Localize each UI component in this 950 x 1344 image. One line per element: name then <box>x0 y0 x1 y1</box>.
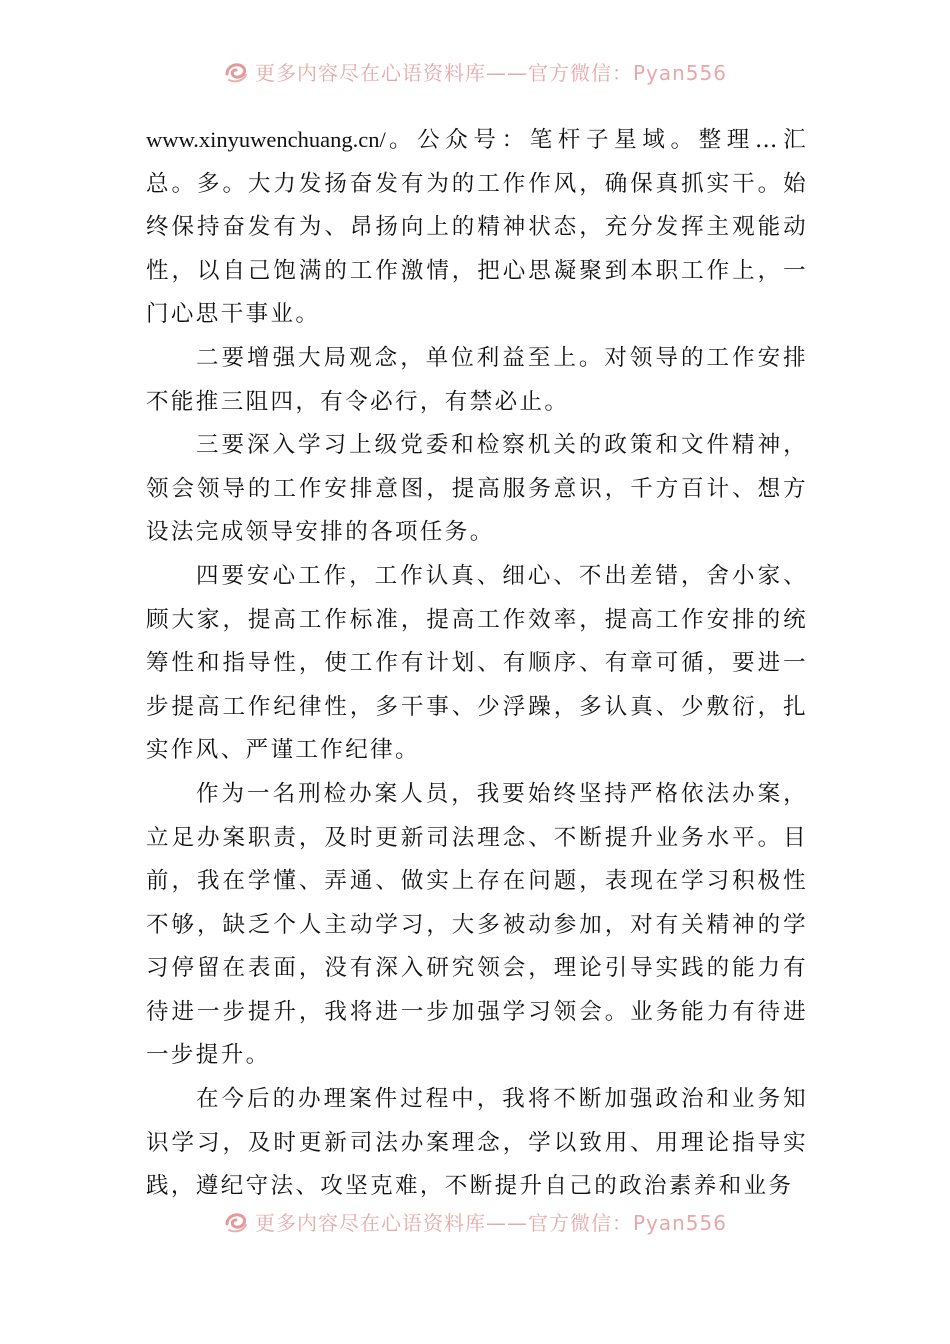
website-url: www.xinyuwenchuang.cn/ <box>146 127 386 152</box>
watermark-header <box>0 54 950 88</box>
watermark-text: 更多内容尽在心语资料库——官方微信：Pyan556 <box>254 1210 727 1235</box>
swirl-logo-icon <box>223 58 249 84</box>
swirl-logo-icon <box>223 1208 249 1234</box>
paragraph-2: 二要增强大局观念，单位利益至上。对领导的工作安排不能推三阻四，有令必行，有禁必止。 <box>146 344 808 415</box>
watermark-footer <box>0 1204 950 1238</box>
paragraph-3: 三要深入学习上级党委和检察机关的政策和文件精神，领会领导的工作安排意图，提高服务意识，千方百计、想方设法完成领导安排的各项任务。 <box>146 432 808 546</box>
document-body <box>146 118 808 1209</box>
paragraph-1 <box>146 118 808 337</box>
paragraph-4: 四要安心工作，工作认真、细心、不出差错，舍小家、顾大家，提高工作标准，提高工作效率，提高工作安排的统筹性和指导性，使工作有计划、有顺序、有章可循，要进一步提高工作纪律性，多干事、少浮躁，多认真、少敷衍，扎实作风、严谨工作纪律。 <box>146 562 808 764</box>
paragraph-1-text: 。公众号：笔杆子星域。整理…汇总。多。大力发扬奋发有为的工作作风，确保真抓实干。始终保持奋发有为、昂扬向上的精神状态，充分发挥主观能动性，以自己饱满的工作激情，把心思凝聚到本职工作上，一门心思干事业。 <box>146 127 808 328</box>
paragraph-5: 作为一名刑检办案人员，我要始终坚持严格依法办案，立足办案职责，及时更新司法理念、不断提升业务水平。目前，我在学懂、弄通、做实上存在问题，表现在学习积极性不够，缺乏个人主动学习，大多被动参加，对有关精神的学习停留在表面，没有深入研究领会，理论引导实践的能力有待进一步提升，我将进一步加强学习领会。业务能力有待进一步提升。 <box>146 780 808 1069</box>
watermark-text: 更多内容尽在心语资料库——官方微信：Pyan556 <box>254 60 727 85</box>
paragraph-6: 在今后的办理案件过程中，我将不断加强政治和业务知识学习，及时更新司法办案理念，学以致用、用理论指导实践，遵纪守法、攻坚克难，不断提升自己的政治素养和业务 <box>146 1086 808 1200</box>
